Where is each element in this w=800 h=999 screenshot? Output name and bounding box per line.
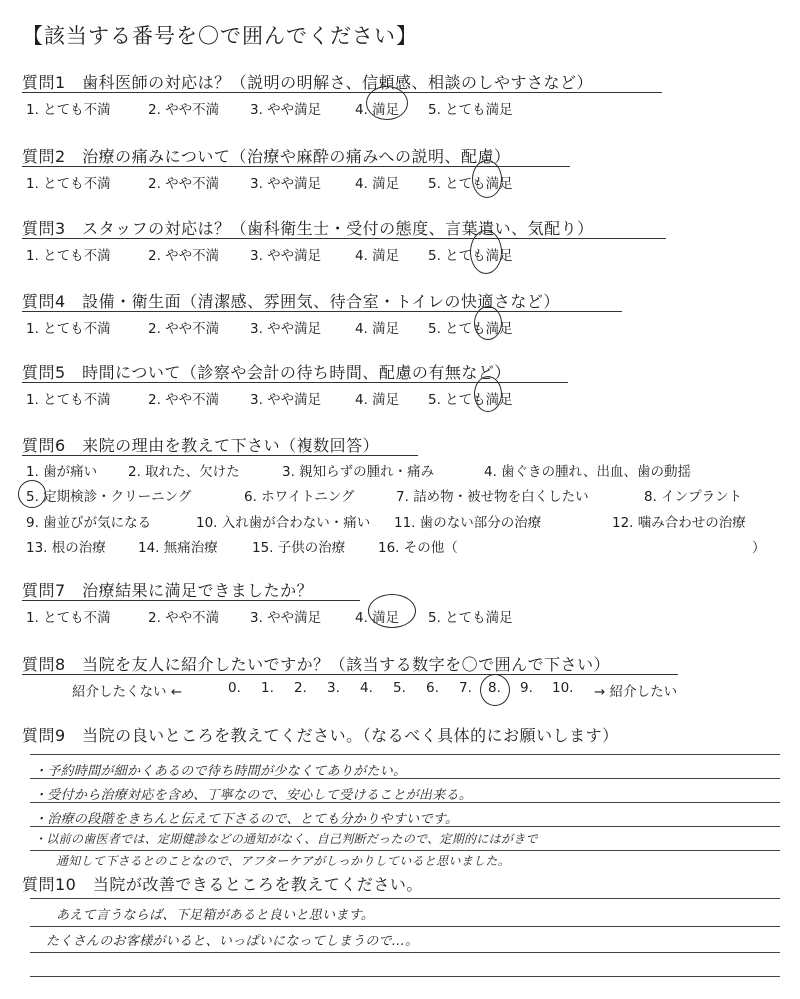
question-8-heading: 質問8 当院を友人に紹介したいですか？（該当する数字を〇で囲んで下さい） — [22, 655, 611, 674]
q8-number-1[interactable]: 1. — [261, 680, 274, 696]
question-4-underline — [22, 311, 622, 312]
answer-line — [30, 926, 780, 927]
q4-option-3[interactable]: 3. やや満足 — [250, 321, 322, 337]
question-1-underline — [22, 92, 662, 93]
selection-circle — [470, 230, 502, 274]
q8-number-6[interactable]: 6. — [426, 680, 439, 696]
q1-option-3[interactable]: 3. やや満足 — [250, 102, 322, 118]
q8-right-label: → 紹介したい — [594, 684, 678, 700]
q9-answer-4: ・以前の歯医者では、定期健診などの通知がなく、自己判断だったので、定期的にはがきで — [34, 832, 538, 846]
answer-line — [30, 952, 780, 953]
q4-option-1[interactable]: 1. とても不満 — [26, 321, 111, 337]
q6-reason-8[interactable]: 8. インプラント — [644, 489, 743, 505]
q8-number-2[interactable]: 2. — [294, 680, 307, 696]
q5-option-3[interactable]: 3. やや満足 — [250, 392, 322, 408]
question-6-underline — [22, 455, 418, 456]
q8-number-0[interactable]: 0. — [228, 680, 241, 696]
selection-circle — [474, 376, 502, 412]
q7-option-4[interactable]: 4. 満足 — [355, 610, 400, 626]
selection-circle — [366, 86, 408, 120]
q8-number-9[interactable]: 9. — [520, 680, 533, 696]
q3-option-2[interactable]: 2. やや不満 — [148, 248, 220, 264]
question-6-heading: 質問6 来院の理由を教えて下さい（複数回答） — [22, 436, 380, 455]
q6-reason-5[interactable]: 5. 定期検診・クリーニング — [26, 489, 192, 505]
q7-option-1[interactable]: 1. とても不満 — [26, 610, 111, 626]
page-title: 【該当する番号を〇で囲んでください】 — [22, 24, 418, 48]
selection-circle — [18, 480, 46, 508]
question-7-heading: 質問7 治療結果に満足できましたか？ — [22, 581, 314, 600]
q1-option-4[interactable]: 4. 満足 — [355, 102, 400, 118]
q6-reason-11[interactable]: 11. 歯のない部分の治療 — [394, 515, 542, 531]
q4-option-4[interactable]: 4. 満足 — [355, 321, 400, 337]
q2-option-1[interactable]: 1. とても不満 — [26, 176, 111, 192]
selection-circle — [368, 594, 416, 628]
q7-option-5[interactable]: 5. とても満足 — [428, 610, 513, 626]
q6-reason-7[interactable]: 7. 詰め物・被せ物を白くしたい — [396, 489, 589, 505]
q2-option-4[interactable]: 4. 満足 — [355, 176, 400, 192]
q6-reason-12[interactable]: 12. 噛み合わせの治療 — [612, 515, 746, 531]
q9-answer-3: ・治療の段階をきちんと伝えて下さるので、とても分かりやすいです。 — [34, 812, 459, 827]
q7-option-3[interactable]: 3. やや満足 — [250, 610, 322, 626]
question-4-heading: 質問4 設備・衛生面（清潔感、雰囲気、待合室・トイレの快適さなど） — [22, 292, 560, 311]
q5-option-2[interactable]: 2. やや不満 — [148, 392, 220, 408]
q9-answer-1: ・予約時間が細かくあるので待ち時間が少なくてありがたい。 — [34, 764, 407, 779]
question-3-heading: 質問3 スタッフの対応は？（歯科衛生士・受付の態度、言葉遣い、気配り） — [22, 219, 594, 238]
question-3-underline — [22, 238, 666, 239]
selection-circle — [474, 306, 502, 340]
answer-line — [30, 898, 780, 899]
question-10-heading: 質問10 当院が改善できるところを教えてください。 — [22, 875, 423, 894]
question-7-underline — [22, 600, 360, 601]
q2-option-3[interactable]: 3. やや満足 — [250, 176, 322, 192]
q6-reason-9[interactable]: 9. 歯並びが気になる — [26, 515, 152, 531]
q3-option-4[interactable]: 4. 満足 — [355, 248, 400, 264]
q6-reason-10[interactable]: 10. 入れ歯が合わない・痛い — [196, 515, 371, 531]
q5-option-4[interactable]: 4. 満足 — [355, 392, 400, 408]
q1-option-1[interactable]: 1. とても不満 — [26, 102, 111, 118]
answer-line — [30, 754, 780, 755]
q6-reason-14[interactable]: 14. 無痛治療 — [138, 540, 218, 556]
q6-reason-16[interactable]: 16. その他（ — [378, 540, 458, 556]
q8-number-4[interactable]: 4. — [360, 680, 373, 696]
q1-option-5[interactable]: 5. とても満足 — [428, 102, 513, 118]
question-2-heading: 質問2 治療の痛みについて（治療や麻酔の痛みへの説明、配慮） — [22, 147, 511, 166]
q1-option-2[interactable]: 2. やや不満 — [148, 102, 220, 118]
q6-reason-3[interactable]: 3. 親知らずの腫れ・痛み — [282, 464, 435, 480]
q6-reason-6[interactable]: 6. ホワイトニング — [244, 489, 355, 505]
q3-option-5[interactable]: 5. とても満足 — [428, 248, 513, 264]
q8-left-label: 紹介したくない ← — [72, 684, 183, 700]
q6-reason-1[interactable]: 1. 歯が痛い — [26, 464, 98, 480]
q6-reason-2[interactable]: 2. 取れた、欠けた — [128, 464, 240, 480]
q6-reason-4[interactable]: 4. 歯ぐきの腫れ、出血、歯の動揺 — [484, 464, 691, 480]
question-9-heading: 質問9 当院の良いところを教えてください。（なるべく具体的にお願いします） — [22, 726, 619, 745]
q4-option-2[interactable]: 2. やや不満 — [148, 321, 220, 337]
answer-line — [30, 976, 780, 977]
q7-option-2[interactable]: 2. やや不満 — [148, 610, 220, 626]
q10-answer-1: あえて言うならば、下足箱があると良いと思います。 — [56, 908, 375, 923]
answer-line — [30, 850, 780, 851]
q2-option-5[interactable]: 5. とても満足 — [428, 176, 513, 192]
q3-option-3[interactable]: 3. やや満足 — [250, 248, 322, 264]
q8-number-3[interactable]: 3. — [327, 680, 340, 696]
question-8-underline — [22, 674, 678, 675]
q4-option-5[interactable]: 5. とても満足 — [428, 321, 513, 337]
selection-circle — [472, 160, 502, 198]
selection-circle — [480, 674, 510, 706]
q9-answer-2: ・受付から治療対応を含め、丁寧なので、安心して受けることが出来る。 — [34, 788, 473, 803]
q6-reason-15[interactable]: 15. 子供の治療 — [252, 540, 346, 556]
q9-answer-5: 通知して下さるとのことなので、アフターケアがしっかりしていると思いました。 — [56, 854, 511, 868]
q8-number-10[interactable]: 10. — [552, 680, 574, 696]
q3-option-1[interactable]: 1. とても不満 — [26, 248, 111, 264]
q6-other-close-paren: ） — [752, 540, 766, 556]
q6-reason-13[interactable]: 13. 根の治療 — [26, 540, 106, 556]
q5-option-1[interactable]: 1. とても不満 — [26, 392, 111, 408]
q8-number-8[interactable]: 8. — [488, 680, 501, 696]
question-1-heading: 質問1 歯科医師の対応は？（説明の明解さ、信頼感、相談のしやすさなど） — [22, 73, 594, 92]
q2-option-2[interactable]: 2. やや不満 — [148, 176, 220, 192]
q10-answer-2: たくさんのお客様がいると、いっぱいになってしまうので…。 — [46, 934, 419, 949]
question-5-heading: 質問5 時間について（診察や会計の待ち時間、配慮の有無など） — [22, 363, 511, 382]
q8-number-7[interactable]: 7. — [459, 680, 472, 696]
q5-option-5[interactable]: 5. とても満足 — [428, 392, 513, 408]
q8-number-5[interactable]: 5. — [393, 680, 406, 696]
